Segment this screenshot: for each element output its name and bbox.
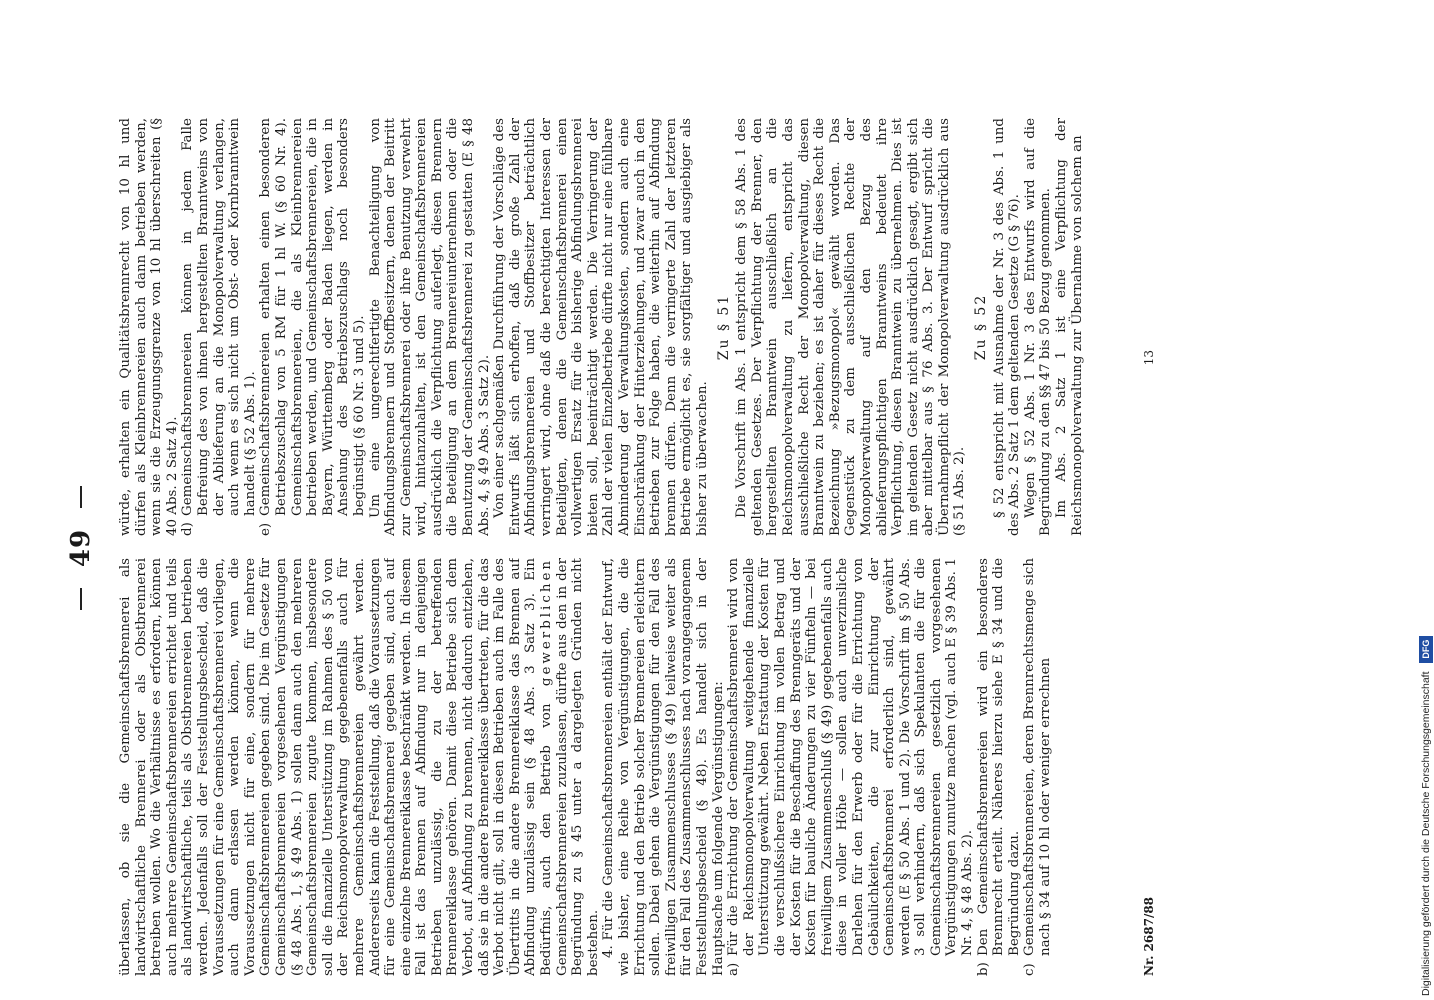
list-item-text: Gemeinschaftsbrennereien, deren Brennrechtsmenge sich nach § 34 auf 10 hl oder weniger errechnen [1022,558,1054,956]
list-item [258,118,367,536]
header-dash-left [80,588,82,610]
page-footer [1142,110,1182,990]
print-number: Nr. 2687/88 [1142,896,1156,976]
right-column [118,118,1118,536]
list-item-label: b) [975,962,991,976]
paragraph: 4. Für die Gemeinschaftsbrennereien enthält der Entwurf, wie bisher, eine Reihe von Vergünstigungen, die die Errichtung und den Betrieb solcher Brennereien erleichtern sollen. Dabei gehen die Vergünstigungen für den Fall des freiwilligen Zusammenschlusses (§ 49) teilweise weiter als für den Fall des Zusammenschlusses nach vorangegangenem Feststellungsbescheid (§ 48). Es handelt sich in der Hauptsache um folgende Vergünstigungen: [601,558,726,976]
list-item [976,558,1023,976]
list-item [180,118,258,536]
paragraph: Um eine ungerechtfertigte Benachteiligung von Abfindungsbrennern und Stoffbesitzern, denen der Beitritt zur Gemeinschaftsbrennerei oder ihre Benutzung verwehrt wird, hintanzuhalten, ist den Gemeinschaftsbrennereien ausdrücklich die Verpflichtung auferlegt, diesen Brennern die Beteiligung an dem Brennereiunternehmen oder die Benutzung der Gemeinschaftsbrennerei zu gestatten (E § 48 Abs. 4, § 49 Abs. 3 Satz 2). [367,118,492,536]
paragraph: überlassen, ob sie die Gemeinschaftsbrennerei als landwirtschaftliche Brennerei oder als Obstbrennerei betreiben wollen. Wo die Verhältnisse es erfordern, können auch mehrere Gemeinschaftsbrennereien errichtet und teils als landwirtschaftliche, teils als Obstbrennereien betrieben werden. Jedenfalls soll der Feststellungsbescheid, daß die Voraussetzungen für eine Gemeinschaftsbrennerei vorliegen, auch dann erlassen werden können, wenn die Voraussetzungen nicht für eine, sondern für mehrere Gemeinschaftsbrennereien gegeben sind. Die im Gesetze für Gemeinschaftsbrennereien vorgesehenen Vergünstigungen (§ 48 Abs. 1, § 49 Abs. 1) sollen dann auch den mehreren Gemeinschaftsbrennereien zugute kommen, insbesondere soll die finanzielle Unterstützung im Rahmen des § 50 von der Reichsmonopolverwaltung gegebenenfalls auch für mehrere Gemeinschaftsbrennereien gewährt werden. Andererseits kann die Feststellung, daß die Voraussetzungen für eine Gemeinschaftsbrennerei gegeben sind, auch auf eine einzelne Brennereiklasse beschränkt werden. In diesem Fall ist das Brennen auf Abfindung nur in denjenigen Betrieben unzulässig, die zu der betreffenden Brennereiklasse gehören. Damit diese Betriebe sich dem Verbot, auf Abfindung zu brennen, nicht dadurch entziehen, daß sie in die andere Brennereiklasse übertreten, für die das Verbot nicht gilt, soll in diesen Betrieben auch im Falle des Übertritts in die andere Brennereiklasse das Brennen auf Abfindung unzulässig sein (§ 48 Abs. 3 Satz 3). Ein Bedürfnis, auch den Betrieb von gewerblichen Gemeinschaftsbrennereien zuzulassen, dürfte aus den in der Begründung zu § 45 unter a dargelegten Gründen nicht bestehen. [118,558,601,976]
paragraph: Wegen § 52 Abs. 1 Nr. 3 des Entwurfs wird auf die Begründung zu den §§ 47 bis 50 Bezug genommen. [1022,118,1054,536]
list-item-label: e) [258,522,274,536]
list-item-label: c) [1022,963,1038,976]
dfg-logo: DFG [1419,636,1433,663]
page-header [66,110,110,990]
credit-text: Digitalisierung gefördert durch die Deutsche Forschungsgemeinschaft [1420,671,1432,996]
paragraph: Von einer sachgemäßen Durchführung der Vorschläge des Entwurfs läßt sich erhoffen, daß die große Zahl der Abfindungsbrennereien und Stoffbesitzer beträchtlich verringert wird, ohne daß die berechtigten Interessen der Beteiligten, denen die Gemeinschaftsbrennerei einen vollwertigen Ersatz für die bisherige Abfindungsbrennerei bieten soll, beeinträchtigt werden. Die Verringerung der Zahl der vielen Einzelbetriebe dürfte nicht nur eine fühlbare Abminderung der Verwaltungskosten, sondern auch eine Einschränkung der Hinterziehungen, und zwar auch in den Betrieben zur Folge haben, die weiterhin auf Abfindung brennen dürfen. Denn die verringerte Zahl der letzteren Betriebe ermöglicht es, sie sorgfältiger und ausgiebiger als bisher zu überwachen. [492,118,710,536]
list-item [1022,558,1053,976]
document-page [66,110,1330,990]
list-item [726,558,976,976]
sheet-number: 13 [1142,350,1156,366]
list-item-label: d) [180,522,196,536]
paragraph: würde, erhalten ein Qualitätsbrennrecht von 10 hl und dürfen als Kleinbrennereien auch dann betrieben werden, wenn sie die Erzeugungsgrenze von 10 hl überschreiten (§ 40 Abs. 2 Satz 4). [118,118,180,536]
header-dash-right [80,486,82,508]
section-heading: Zu § 52 [973,293,990,361]
paragraph: Die Vorschrift im Abs. 1 entspricht dem § 58 Abs. 1 des geltenden Gesetzes. Der Verpflichtung der Brenner, den hergestellten Branntwein ausschließlich an die Reichsmonopolverwaltung zu liefern, entspricht das ausschließliche Recht der Monopolverwaltung, diesen Branntwein zu beziehen; es ist daher für dieses Recht die Bezeichnung »Bezugsmonopol« gewählt worden. Das Gegenstück zu dem ausschließlichen Rechte der Monopolverwaltung auf den Bezug des ablieferungspflichtigen Branntweins bedeutet ihre Verpflichtung, diesen Branntwein zu übernehmen. Dies ist im geltenden Gesetz nicht ausdrücklich gesagt, ergibt sich aber mittelbar aus § 76 Abs. 3. Der Entwurf spricht die Übernahmepflicht der Monopolverwaltung ausdrücklich aus (§ 51 Abs. 2). [734,118,968,536]
paragraph: Im Abs. 2 Satz 1 ist eine Verpflichtung der Reichsmonopolverwaltung zur Übernahme von solchem an [1054,118,1085,536]
list-item-text: Gemeinschaftsbrennereien können in jedem Falle Befreiung des von ihnen hergestellten Branntweins von der Ablieferung an die Monopolverwaltung verlangen, auch wenn es sich nicht um Obst- oder Kornbranntwein handelt (§ 52 Abs. 1). [180,118,258,516]
section-heading: Zu § 51 [715,293,732,361]
spaced-word: gewerblichen [539,558,555,687]
left-column [118,558,1118,976]
list-item-text: Den Gemeinschaftsbrennereien wird ein besonderes Brennrecht erteilt. Näheres hierzu siehe E § 34 und die Begründung dazu. [975,558,1022,956]
paragraph: § 52 entspricht mit Ausnahme der Nr. 3 des Abs. 1 und des Abs. 2 Satz 1 dem geltenden Gesetze (G § 76). [991,118,1023,536]
list-item-label: a) [726,962,742,976]
page-number: 49 [66,528,96,568]
digitization-credit [1418,6,1434,996]
list-item-text: Gemeinschaftsbrennereien erhalten einen besonderen Betriebszuschlag von 5 RM für 1 hl W. (§ 60 Nr. 4). Gemeinschaftsbrennereien, die als Kleinbrennereien betrieben werden, und Gemeinschaftsbrennereien, die in Bayern, Württemberg oder Baden liegen, werden in Ansehung des Betriebszuschlags noch besonders begünstigt (§ 60 Nr. 3 und 5). [258,118,367,516]
list-item-text: Für die Errichtung der Gemeinschaftsbrennerei wird von der Reichsmonopolverwaltung weitgehende finanzielle Unterstützung gewährt. Neben Erstattung der Kosten für die verschlußsichere Einrichtung im vollen Betrag und der Kosten für die Beschaffung des Brenngeräts und der Kosten für bauliche Änderungen zu vier Fünfteln — bei freiwilligem Zusammenschluß (§ 49) gegebenenfalls auch diese in voller Höhe — sollen auch unverzinsliche Darlehen für den Erwerb oder für die Errichtung von Gebäulichkeiten, die zur Einrichtung der Gemeinschaftsbrennerei erforderlich sind, gewährt werden (E § 50 Abs. 1 und 2). Die Vorschrift im § 50 Abs. 3 soll verhindern, daß sich Spekulanten die für die Gemeinschaftsbrennereien gesetzlich vorgesehenen Vergünstigungen zunutze machen (vgl. auch E § 39 Abs. 1 Nr. 4, § 48 Abs. 2). [726,558,976,956]
